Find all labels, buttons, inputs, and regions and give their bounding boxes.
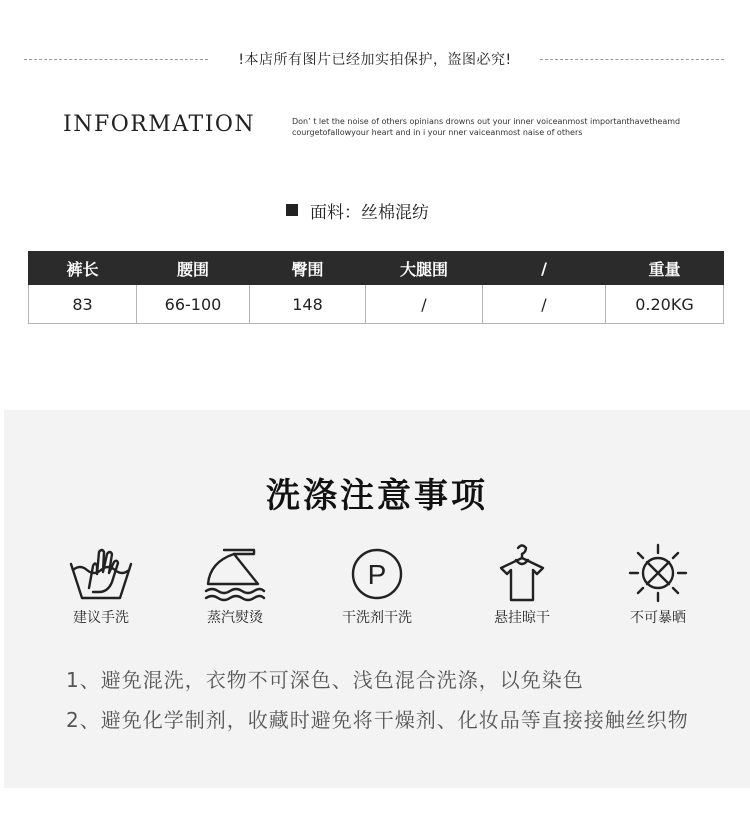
quote-line-1: Don’ t let the noise of others opinians drowns out your inner voiceanmost importanthavetheamd bbox=[292, 117, 681, 126]
notice-text: !本店所有图片已经加实拍保护，盗图必究! bbox=[238, 52, 512, 68]
care-item-hang-dry bbox=[462, 542, 582, 627]
care-note-1: 1、避免混洗，衣物不可深色、浅色混合洗涤，以免染色 bbox=[66, 668, 584, 692]
dry-clean-icon bbox=[342, 542, 412, 604]
steam-iron-icon bbox=[200, 542, 270, 604]
care-item-steam-iron bbox=[175, 542, 295, 627]
cell-length: 83 bbox=[29, 285, 137, 324]
table-row bbox=[29, 285, 724, 324]
dashed-divider-right bbox=[540, 59, 724, 60]
header-cell-waist: 腰围 bbox=[137, 252, 250, 285]
svg-text:P: P bbox=[367, 559, 387, 590]
header-cell-hip: 臀围 bbox=[250, 252, 366, 285]
care-note-2: 2、避免化学制剂，收藏时避免将干燥剂、化妆品等直接接触丝织物 bbox=[66, 708, 689, 732]
fabric-label: 面料：丝棉混纺 bbox=[310, 202, 429, 223]
care-label-no-sun: 不可暴晒 bbox=[630, 610, 686, 626]
header-cell-length: 裤长 bbox=[29, 252, 137, 285]
care-item-no-sun bbox=[598, 542, 718, 627]
care-label-dry-clean: 干洗剂干洗 bbox=[342, 610, 412, 626]
header-cell-weight: 重量 bbox=[606, 252, 724, 285]
care-label-steam-iron: 蒸汽熨烫 bbox=[207, 610, 263, 626]
cell-hip: 148 bbox=[250, 285, 366, 324]
cell-thigh: / bbox=[366, 285, 483, 324]
cell-weight: 0.20KG bbox=[606, 285, 724, 324]
header-cell-thigh: 大腿围 bbox=[366, 252, 483, 285]
table-header-row bbox=[29, 252, 724, 285]
care-instructions-panel bbox=[4, 410, 750, 788]
no-sun-icon bbox=[623, 542, 693, 604]
care-title: 洗涤注意事项 bbox=[266, 476, 488, 516]
information-quote bbox=[292, 116, 712, 138]
fabric-info bbox=[286, 199, 429, 221]
copyright-notice bbox=[0, 47, 750, 71]
header-cell-blank: / bbox=[483, 252, 606, 285]
care-label-hand-wash: 建议手洗 bbox=[73, 610, 129, 626]
hand-wash-icon bbox=[66, 542, 136, 604]
hang-dry-icon bbox=[487, 542, 557, 604]
quote-line-2: courgetofallowyour heart and in i your nner vaiceanmost naise of others bbox=[292, 128, 583, 137]
care-label-hang-dry: 悬挂晾干 bbox=[494, 610, 550, 626]
information-heading: INFORMATION bbox=[63, 112, 256, 137]
cell-blank: / bbox=[483, 285, 606, 324]
square-bullet-icon bbox=[286, 204, 298, 216]
care-item-dry-clean bbox=[317, 542, 437, 627]
care-item-hand-wash bbox=[41, 542, 161, 627]
cell-waist: 66-100 bbox=[137, 285, 250, 324]
dashed-divider-left bbox=[24, 59, 208, 60]
size-spec-table bbox=[28, 251, 724, 324]
